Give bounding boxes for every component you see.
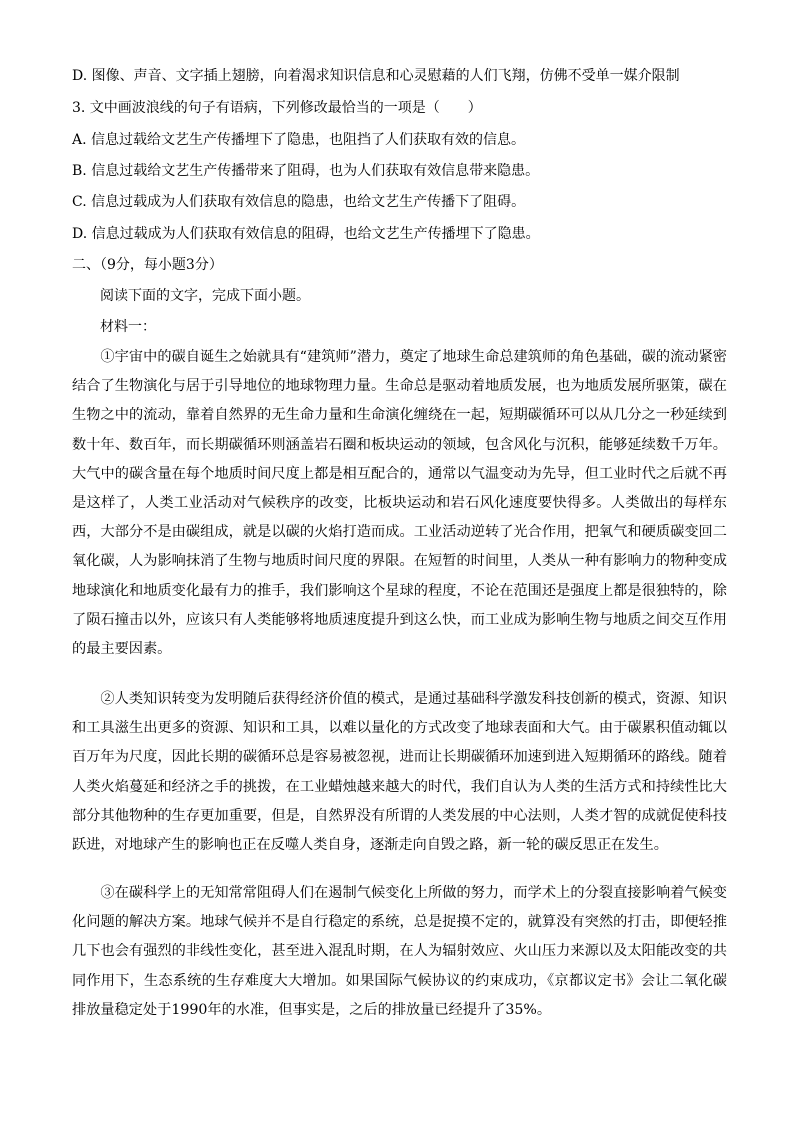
- paragraph-2: ②人类知识转变为发明随后获得经济价值的模式，是通过基础科学激发科技创新的模式，资源、知识和工具滋生出更多的资源、知识和工具，以难以量化的方式改变了地球表面和大气。由于碳累积值动辄以百万年为尺度，因此长期的碳循环总是容易被忽视，进而让长期碳循环加速到进入短期循环的路线。随着人类火焰蔓延和经济之手的挑拨，在工业蜡烛越来越大的时代，我们自认为人类的生活方式和持续性比大部分其他物种的生存更加重要，但是，自然界没有所谓的人类发展的中心法则，人类才智的成就促使科技跃进，对地球产生的影响也正在反噬人类自身，逐渐走向自毁之路，新一轮的碳反思正在发生。: [72, 691, 727, 854]
- paragraph-3: ③在碳科学上的无知常常阻碍人们在遏制气候变化上所做的努力，而学术上的分裂直接影响着气候变化问题的解决方案。地球气候并不是自行稳定的系统，总是捉摸不定的，就算没有突然的打击，即便轻推几下也会有强烈的非线性变化，甚至进入混乱时期，在人为辐射效应、火山压力来源以及太阳能改变的共同作用下，生态系统的生存难度大大增加。如果国际气候协议的约束成功，《京都议定书》会让二氧化碳排放量稳定处于1990年的水准，但事实是，之后的排放量已经提升了35%。: [72, 885, 727, 1018]
- reading-instruction: 阅读下面的文字，完成下面小题。: [100, 288, 310, 304]
- q3-option-d: D. 信息过载成为人们获取有效信息的阻碍，也给文艺生产传播埋下了隐患。: [72, 226, 540, 242]
- section-heading: 二、（9分，每小题3分）: [72, 257, 223, 273]
- material-label: 材料一：: [100, 319, 156, 335]
- q3-option-c: C. 信息过载成为人们获取有效信息的隐患，也给文艺生产传播下了阻碍。: [72, 194, 526, 210]
- q3-option-a: A. 信息过载给文艺生产传播埋下了隐患，也阻挡了人们获取有效的信息。: [72, 132, 526, 148]
- q2-option-d: D. 图像、声音、文字插上翅膀，向着渴求知识信息和心灵慰藉的人们飞翔，仿佛不受单一媒介限制: [72, 68, 680, 84]
- q3-stem: 3. 文中画波浪线的句子有语病，下列修改最恰当的一项是（ ）: [72, 100, 482, 116]
- paragraph-1: ①宇宙中的碳自诞生之始就具有“建筑师”潜力，奠定了地球生命总建筑师的角色基础，碳的流动紧密结合了生物演化与居于引导地位的地球物理力量。生命总是驱动着地质发展，也为地质发展所驱策，碳在生物之中的流动，靠着自然界的无生命力量和生命演化缠绕在一起，短期碳循环可以从几分之一秒延续到数十年、数百年，而长期碳循环则涵盖岩石圈和板块运动的领域，包含风化与沉积，能够延续数千万年。大气中的碳含量在每个地质时间尺度上都是相互配合的，通常以气温变动为先导，但工业时代之后就不再是这样了，人类工业活动对气候秩序的改变，比板块运动和岩石风化速度要快得多。人类做出的每样东西，大部分不是由碳组成，就是以碳的火焰打造而成。工业活动逆转了光合作用，把氧气和硬质碳变回二氧化碳，人为影响抹消了生物与地质时间尺度的界限。在短暂的时间里，人类从一种有影响力的物种变成地球演化和地质变化最有力的推手，我们影响这个星球的程度，不论在范围还是强度上都是很独特的，除了陨石撞击以外，应该只有人类能够将地质速度提升到这么快，而工业成为影响生物与地质之间交互作用的最主要因素。: [72, 349, 727, 658]
- q3-option-b: B. 信息过载给文艺生产传播带来了阻碍，也为人们获取有效信息带来隐患。: [72, 163, 540, 179]
